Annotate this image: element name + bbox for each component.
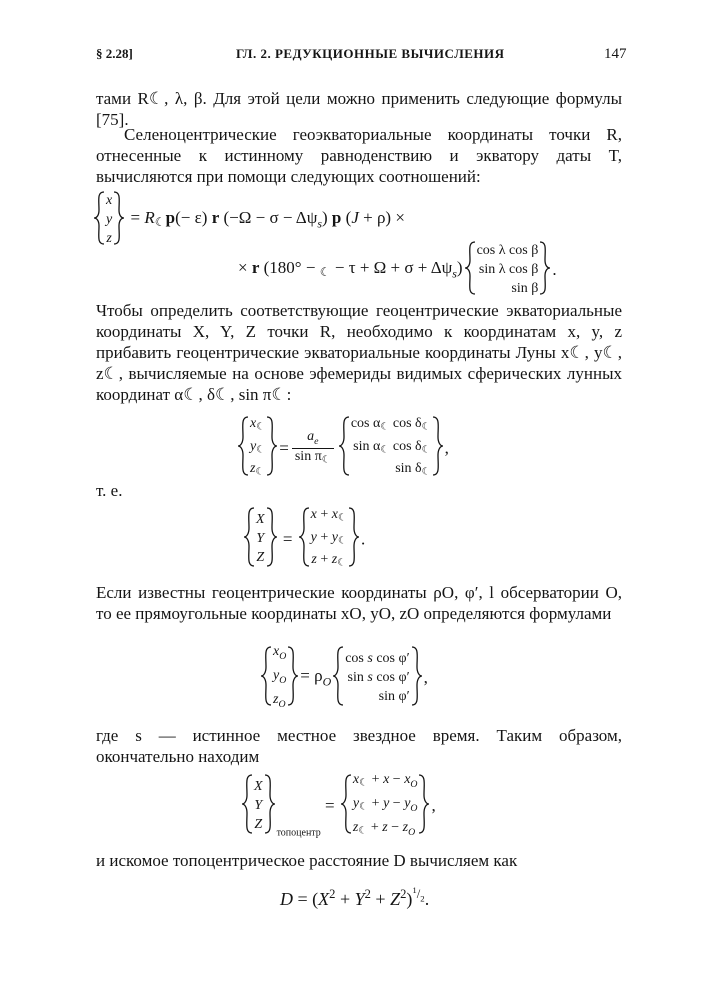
page-number: 147: [604, 46, 627, 62]
chapter-title: ГЛ. 2. РЕДУКЦИОННЫЕ ВЫЧИСЛЕНИЯ: [236, 46, 505, 61]
formula-6: $D = (X^2 + Y^2 + Z^2)^{^1/_2}$.: [280, 885, 430, 910]
paragraph-7: и искомое топоцентрическое расстояние D вычисляем как: [96, 851, 518, 870]
formula-2: x☾ y☾ z☾= $\frac{a_e}{\text{sin π☾}}$ cos α☾ cos δ☾ sin α☾ cos δ☾ sin δ☾,: [236, 414, 449, 482]
left-brace: [92, 190, 106, 249]
paragraph-2: Селеноцентрические геоэкваториальные координаты точки R, отнесенные к истинному равноденствию и экватору даты T, вычисляются при помощи следующих соотношений:: [96, 125, 622, 186]
paragraph-1: тами R☾, λ, β. Для этой цели можно применить следующие формулы [75].: [96, 89, 622, 129]
left-brace: [463, 240, 477, 299]
section-reference: § 2.28]: [96, 46, 133, 61]
paragraph-3: Чтобы определить соответствующие геоцентрические экваториальные координаты X, Y, Z точки R, необходимо к координатам x, y, z прибавить геоцентрические экваториальные координаты Луны x☾, y☾, z☾, вычисляемые на основе эфемериды видимых сферических лунных координат α☾, δ☾, sin π☾:: [96, 301, 622, 404]
formula-3: X Y Z = x + x☾ y + y☾ z + z☾.: [242, 505, 365, 573]
right-brace: [538, 240, 552, 299]
right-brace: [112, 190, 126, 249]
paragraph-6: где s — истинное местное звездное время. Таким образом, окончательно находим: [96, 726, 622, 766]
formula-4: $x_O$ $y_O$ $z_O= \rho_O\cos$ s cos φ′ sin s cos φ′ sin φ′,: [259, 642, 428, 713]
topocenter-subscript: топоцентр: [276, 827, 321, 839]
paragraph-4: т. е.: [96, 481, 123, 500]
formula-1-line-1: x y z = R☾p(− ε) r $(-\Omega - \sigma - \Delta\psi_s)$ p (J + ρ) ×: [92, 190, 405, 249]
formula-1-line-2: × r (180° − ☾ − $\tau + \Omega + \sigma + \Delta\psi_s)\cos$ λ cos β sin λ cos β sin β.: [238, 240, 557, 299]
paragraph-5: Если известны геоцентрические координаты ρO, φ′, l обсерватории O, то ее прямоугольные координаты xO, yO, zO определяются формулами: [96, 583, 622, 623]
formula-5: X Y $Z_{топоцентр}$ = x☾ + $x - x_O$ y☾ + $y - y_O$ z☾ + $z - z_O$,: [240, 770, 436, 841]
